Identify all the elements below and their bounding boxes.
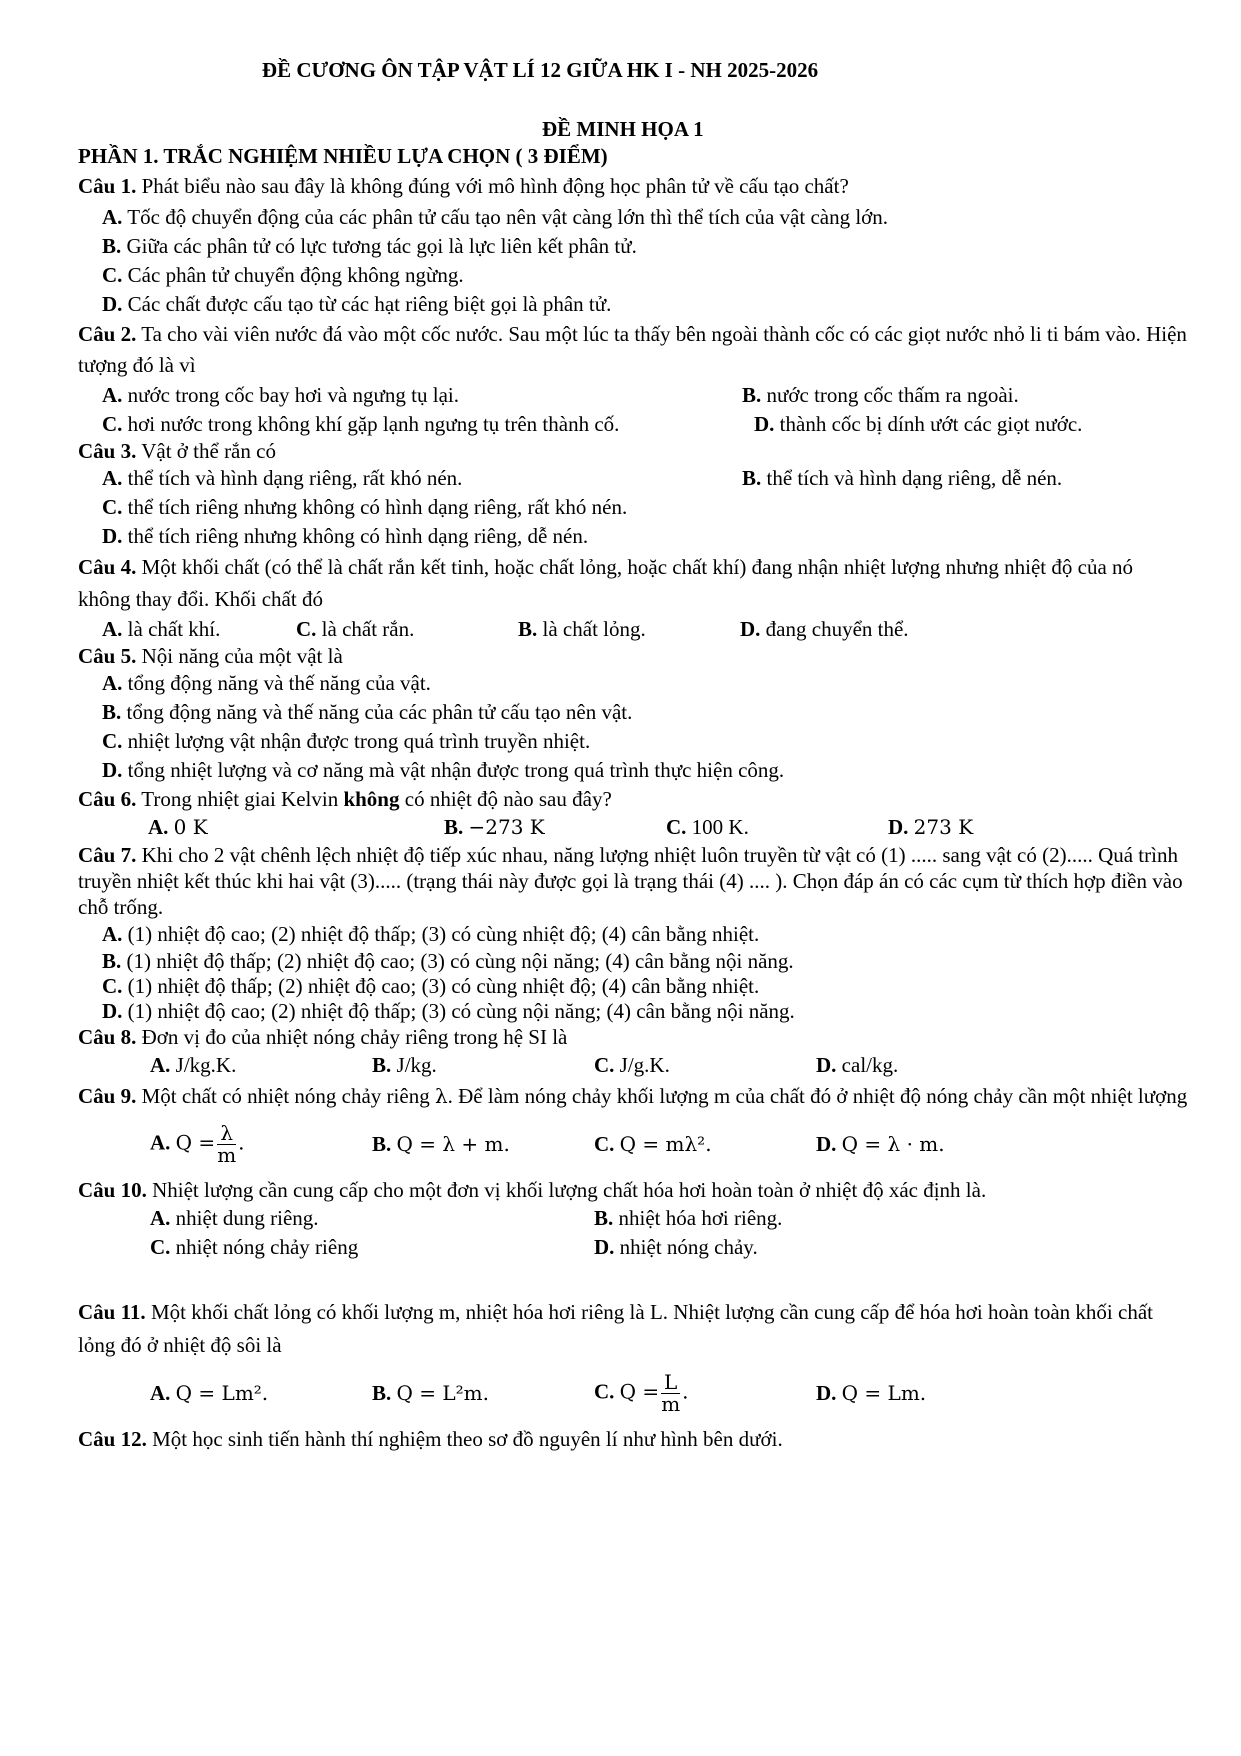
option-b: B. (1) nhiệt độ thấp; (2) nhiệt độ cao; (3) có cùng nội năng; (4) cân bằng nội năng. [102,948,794,973]
question-12 [78,1426,1188,1453]
option-d: D. Q = Lm. [816,1380,927,1405]
part-heading: PHẦN 1. TRẮC NGHIỆM NHIỀU LỰA CHỌN ( 3 ĐIỂM) [78,144,608,168]
option-c: C. nhiệt nóng chảy riêng [150,1234,359,1259]
question-stem: Phát biểu nào sau đây là không đúng với mô hình động học phân tử về cấu tạo chất? [141,174,849,198]
question-label: Câu 9. [78,1083,137,1108]
option-a: A. J/kg.K. [150,1052,237,1077]
question-label: Câu 11. [78,1299,146,1324]
option-b: B. Giữa các phân tử có lực tương tác gọi là lực liên kết phân tử. [102,233,637,258]
option-d: D. thành cốc bị dính ướt các giọt nước. [754,411,1083,436]
question-8 [78,1024,1188,1080]
option-d: D. tổng nhiệt lượng và cơ năng mà vật nhận được trong quá trình thực hiện công. [102,757,785,782]
question-label: Câu 4. [78,554,137,579]
option-b: B. thể tích và hình dạng riêng, dễ nén. [742,465,1063,490]
option-c: C. Q = $\frac{L}{m}$ . [594,1370,689,1416]
option-c: C. 100 K. [666,814,749,839]
question-5 [78,644,1188,785]
option-a: A. tổng động năng và thế năng của vật. [102,670,431,695]
question-label: Câu 12. [78,1426,147,1451]
question-2 [78,319,1188,439]
option-c: C. nhiệt lượng vật nhận được trong quá trình truyền nhiệt. [102,728,591,753]
question-stem: Ta cho vài viên nước đá vào một cốc nước. Sau một lúc ta thấy bên ngoài thành cốc có các giọt nước nhỏ li ti bám vào. Hiện tượng đó là vì [78,321,1187,377]
option-c: C. thể tích riêng nhưng không có hình dạng riêng, rất khó nén. [102,494,628,519]
option-b: B. là chất lỏng. [518,616,646,641]
exam-subtitle: ĐỀ MINH HỌA 1 [542,117,704,141]
option-d: D. nhiệt nóng chảy. [594,1234,758,1259]
option-b: B. tổng động năng và thế năng của các phân tử cấu tạo nên vật. [102,699,633,724]
option-d: D. Các chất được cấu tạo từ các hạt riêng biệt gọi là phân tử. [102,291,612,316]
option-b: B. Q = λ + m. [372,1131,510,1156]
question-6: Câu 6. Trong nhiệt giai Kelvin không có nhiệt độ nào sau đây? A. 0 K B. −273 K C. 100 K. D. 273 K [78,785,1188,842]
question-label: Câu 3. [78,438,137,463]
document-title: ĐỀ CƯƠNG ÔN TẬP VẬT LÍ 12 GIỮA HK I - NH 2025-2026 [261,58,819,82]
question-1 [78,171,1188,319]
question-stem: Khi cho 2 vật chênh lệch nhiệt độ tiếp xúc nhau, năng lượng nhiệt luôn truyền từ vật có (1) ..... sang vật có (2)..... Quá trình truyền nhiệt kết thúc khi hai vật (3)..... (trạng thái này được gọi là trạng thái (4) .... ). Chọn đáp án có các cụm từ thích hợp điền vào chỗ trống. [78,842,1183,919]
question-stem: Một khối chất (có thể là chất rắn kết tinh, hoặc chất lỏng, hoặc chất khí) đang nhận nhiệt lượng nhưng nhiệt độ của nó không thay đổi. Khối chất đó [78,554,1134,611]
question-3 [78,439,1188,551]
option-a: A. Tốc độ chuyển động của các phân tử cấu tạo nên vật càng lớn thì thể tích của vật càng lớn. [102,204,889,229]
option-a: A. nước trong cốc bay hơi và ngưng tụ lại. [102,382,459,407]
question-stem: Một học sinh tiến hành thí nghiệm theo sơ đồ nguyên lí như hình bên dưới. [152,1426,783,1451]
option-b: B. −273 K [444,814,545,839]
question-label: Câu 7. [78,842,137,867]
question-9: Câu 9. Một chất có nhiệt nóng chảy riêng λ. Để làm nóng chảy khối lượng m của chất đó ở nhiệt độ nóng chảy cần một nhiệt lượng A. Q = $\frac{\lambda}{m}$ . B. Q = λ + m. C. Q = mλ². D. Q = λ · m. [78,1083,1188,1167]
questions-list [78,171,1188,1453]
option-b: B. nhiệt hóa hơi riêng. [594,1205,783,1230]
option-c: C. (1) nhiệt độ thấp; (2) nhiệt độ cao; (3) có cùng nhiệt độ; (4) cân bằng nhiệt. [102,973,760,998]
option-b: B. Q = L²m. [372,1380,490,1405]
question-stem: Vật ở thể rắn có [141,438,276,463]
question-label: Câu 1. [78,174,137,198]
option-a: A. 0 K [148,814,208,839]
lambda-symbol: λ [434,1083,448,1108]
question-stem: Nội năng của một vật là [141,643,343,668]
option-d: D. đang chuyển thể. [740,616,909,641]
question-7 [78,842,1188,1024]
question-label: Câu 2. [78,321,137,346]
option-c: C. là chất rắn. [296,616,415,641]
question-10 [78,1177,1188,1262]
option-a: A. là chất khí. [102,616,221,641]
question-label: Câu 6. [78,786,137,811]
question-4 [78,551,1188,644]
option-d: D. cal/kg. [816,1052,899,1077]
option-c: C. J/g.K. [594,1052,670,1077]
question-label: Câu 10. [78,1177,147,1202]
option-b: B. nước trong cốc thấm ra ngoài. [742,382,1019,407]
question-stem: Đơn vị đo của nhiệt nóng chảy riêng trong hệ SI là [141,1024,568,1049]
question-11 [78,1296,1188,1426]
option-a: A. Q = $\frac{\lambda}{m}$ . [150,1121,245,1167]
question-label: Câu 8. [78,1024,137,1049]
question-label: Câu 5. [78,643,137,668]
option-d: D. Q = λ · m. [816,1131,945,1156]
question-stem: Nhiệt lượng cần cung cấp cho một đơn vị khối lượng chất hóa hơi hoàn toàn ở nhiệt độ xác định là. [152,1177,987,1202]
option-d: D. (1) nhiệt độ cao; (2) nhiệt độ thấp; (3) có cùng nội năng; (4) cân bằng nội năng. [102,998,795,1023]
option-d: D. thể tích riêng nhưng không có hình dạng riêng, dễ nén. [102,523,589,548]
option-a: A. (1) nhiệt độ cao; (2) nhiệt độ thấp; (3) có cùng nhiệt độ; (4) cân bằng nhiệt. [102,921,760,946]
question-stem: Một khối chất lỏng có khối lượng m, nhiệt hóa hơi riêng là L. Nhiệt lượng cần cung cấp để hóa hơi hoàn toàn khối chất lỏng đó ở nhiệt độ sôi là [78,1299,1153,1357]
option-c: C. Các phân tử chuyển động không ngừng. [102,262,464,287]
option-a: A. Q = Lm². [150,1380,269,1405]
option-d: D. 273 K [888,814,974,839]
option-b: B. J/kg. [372,1052,437,1077]
option-c: C. Q = mλ². [594,1131,712,1156]
option-c: C. hơi nước trong không khí gặp lạnh ngưng tụ trên thành cố. [102,411,620,436]
option-a: A. nhiệt dung riêng. [150,1205,319,1230]
option-a: A. thể tích và hình dạng riêng, rất khó nén. [102,465,463,490]
